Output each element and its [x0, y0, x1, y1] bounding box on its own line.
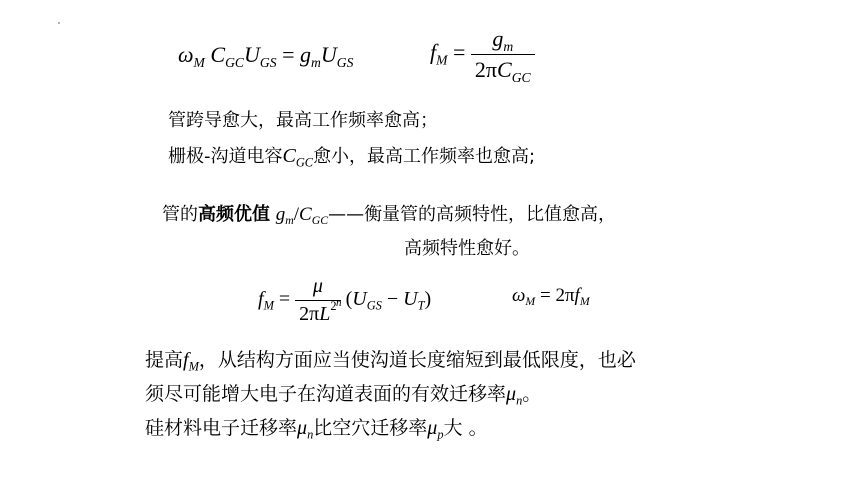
symbol-c: C	[210, 42, 226, 67]
numerator: $g_m$	[471, 26, 535, 55]
numerator: μ	[295, 275, 340, 301]
sub-m-lower: m	[311, 54, 321, 70]
sub-gc: GC	[225, 54, 245, 70]
bold-term: 高频优值	[198, 204, 270, 225]
symbol-u-2: U	[320, 42, 337, 67]
denominator: $2\pi L^2$	[299, 299, 337, 325]
equals-sign: =	[278, 288, 291, 311]
equals-sign: =	[282, 42, 295, 67]
fraction	[295, 275, 340, 326]
denominator: $2\pi C_{GC}$	[474, 57, 531, 85]
symbol-f: f	[430, 39, 437, 65]
sub-m: M	[436, 52, 448, 68]
sub-gs: GS	[259, 54, 277, 70]
text-figure-of-merit: 管的高频优值 $g_m/C_{GC}——$衡量管的高频特性，比值愈高，	[162, 204, 617, 228]
text-improve-fm-cont: 须尽可能增大电子在沟道表面的有效迁移率$\mu_n$。	[145, 383, 542, 408]
symbol-g: g	[300, 42, 311, 67]
text-line-transconductance: 管跨导愈大，最高工作频率愈高；	[168, 110, 438, 131]
equals-sign: =	[452, 39, 466, 65]
formula-fm-mobility: $f_M$ = $\frac{\mu}{2\pi L^2}$ $(U_{GS} - U_T)$	[258, 275, 432, 325]
formula-fm-fraction	[430, 26, 535, 83]
symbol-omega: ω	[178, 42, 194, 67]
sub-gs-2: GS	[336, 54, 354, 70]
fraction	[471, 26, 535, 83]
text-line-gate-capacitance: 栅极-沟道电容$C_{GC}$愈小，最高工作频率也愈高;	[168, 145, 536, 170]
formula-omega-2pif: $\omega_M = 2\pi f_M$	[512, 285, 590, 309]
text-silicon-mobility: 硅材料电子迁移率$\mu_n$比空穴迁移率$\mu_p$大 。	[145, 417, 488, 442]
sub-m: M	[193, 54, 205, 70]
symbol-u: U	[244, 42, 260, 67]
subscript-n-overlap: n	[336, 297, 342, 309]
text-figure-of-merit-cont: 高频特性愈好。	[404, 238, 530, 259]
formula-omega-cgc	[178, 42, 353, 68]
symbol-f: f	[258, 288, 264, 311]
stray-dot	[58, 22, 60, 24]
text-improve-fm: 提高$f_M$，从结构方面应当使沟道长度缩短到最低限度，也必	[145, 349, 636, 374]
